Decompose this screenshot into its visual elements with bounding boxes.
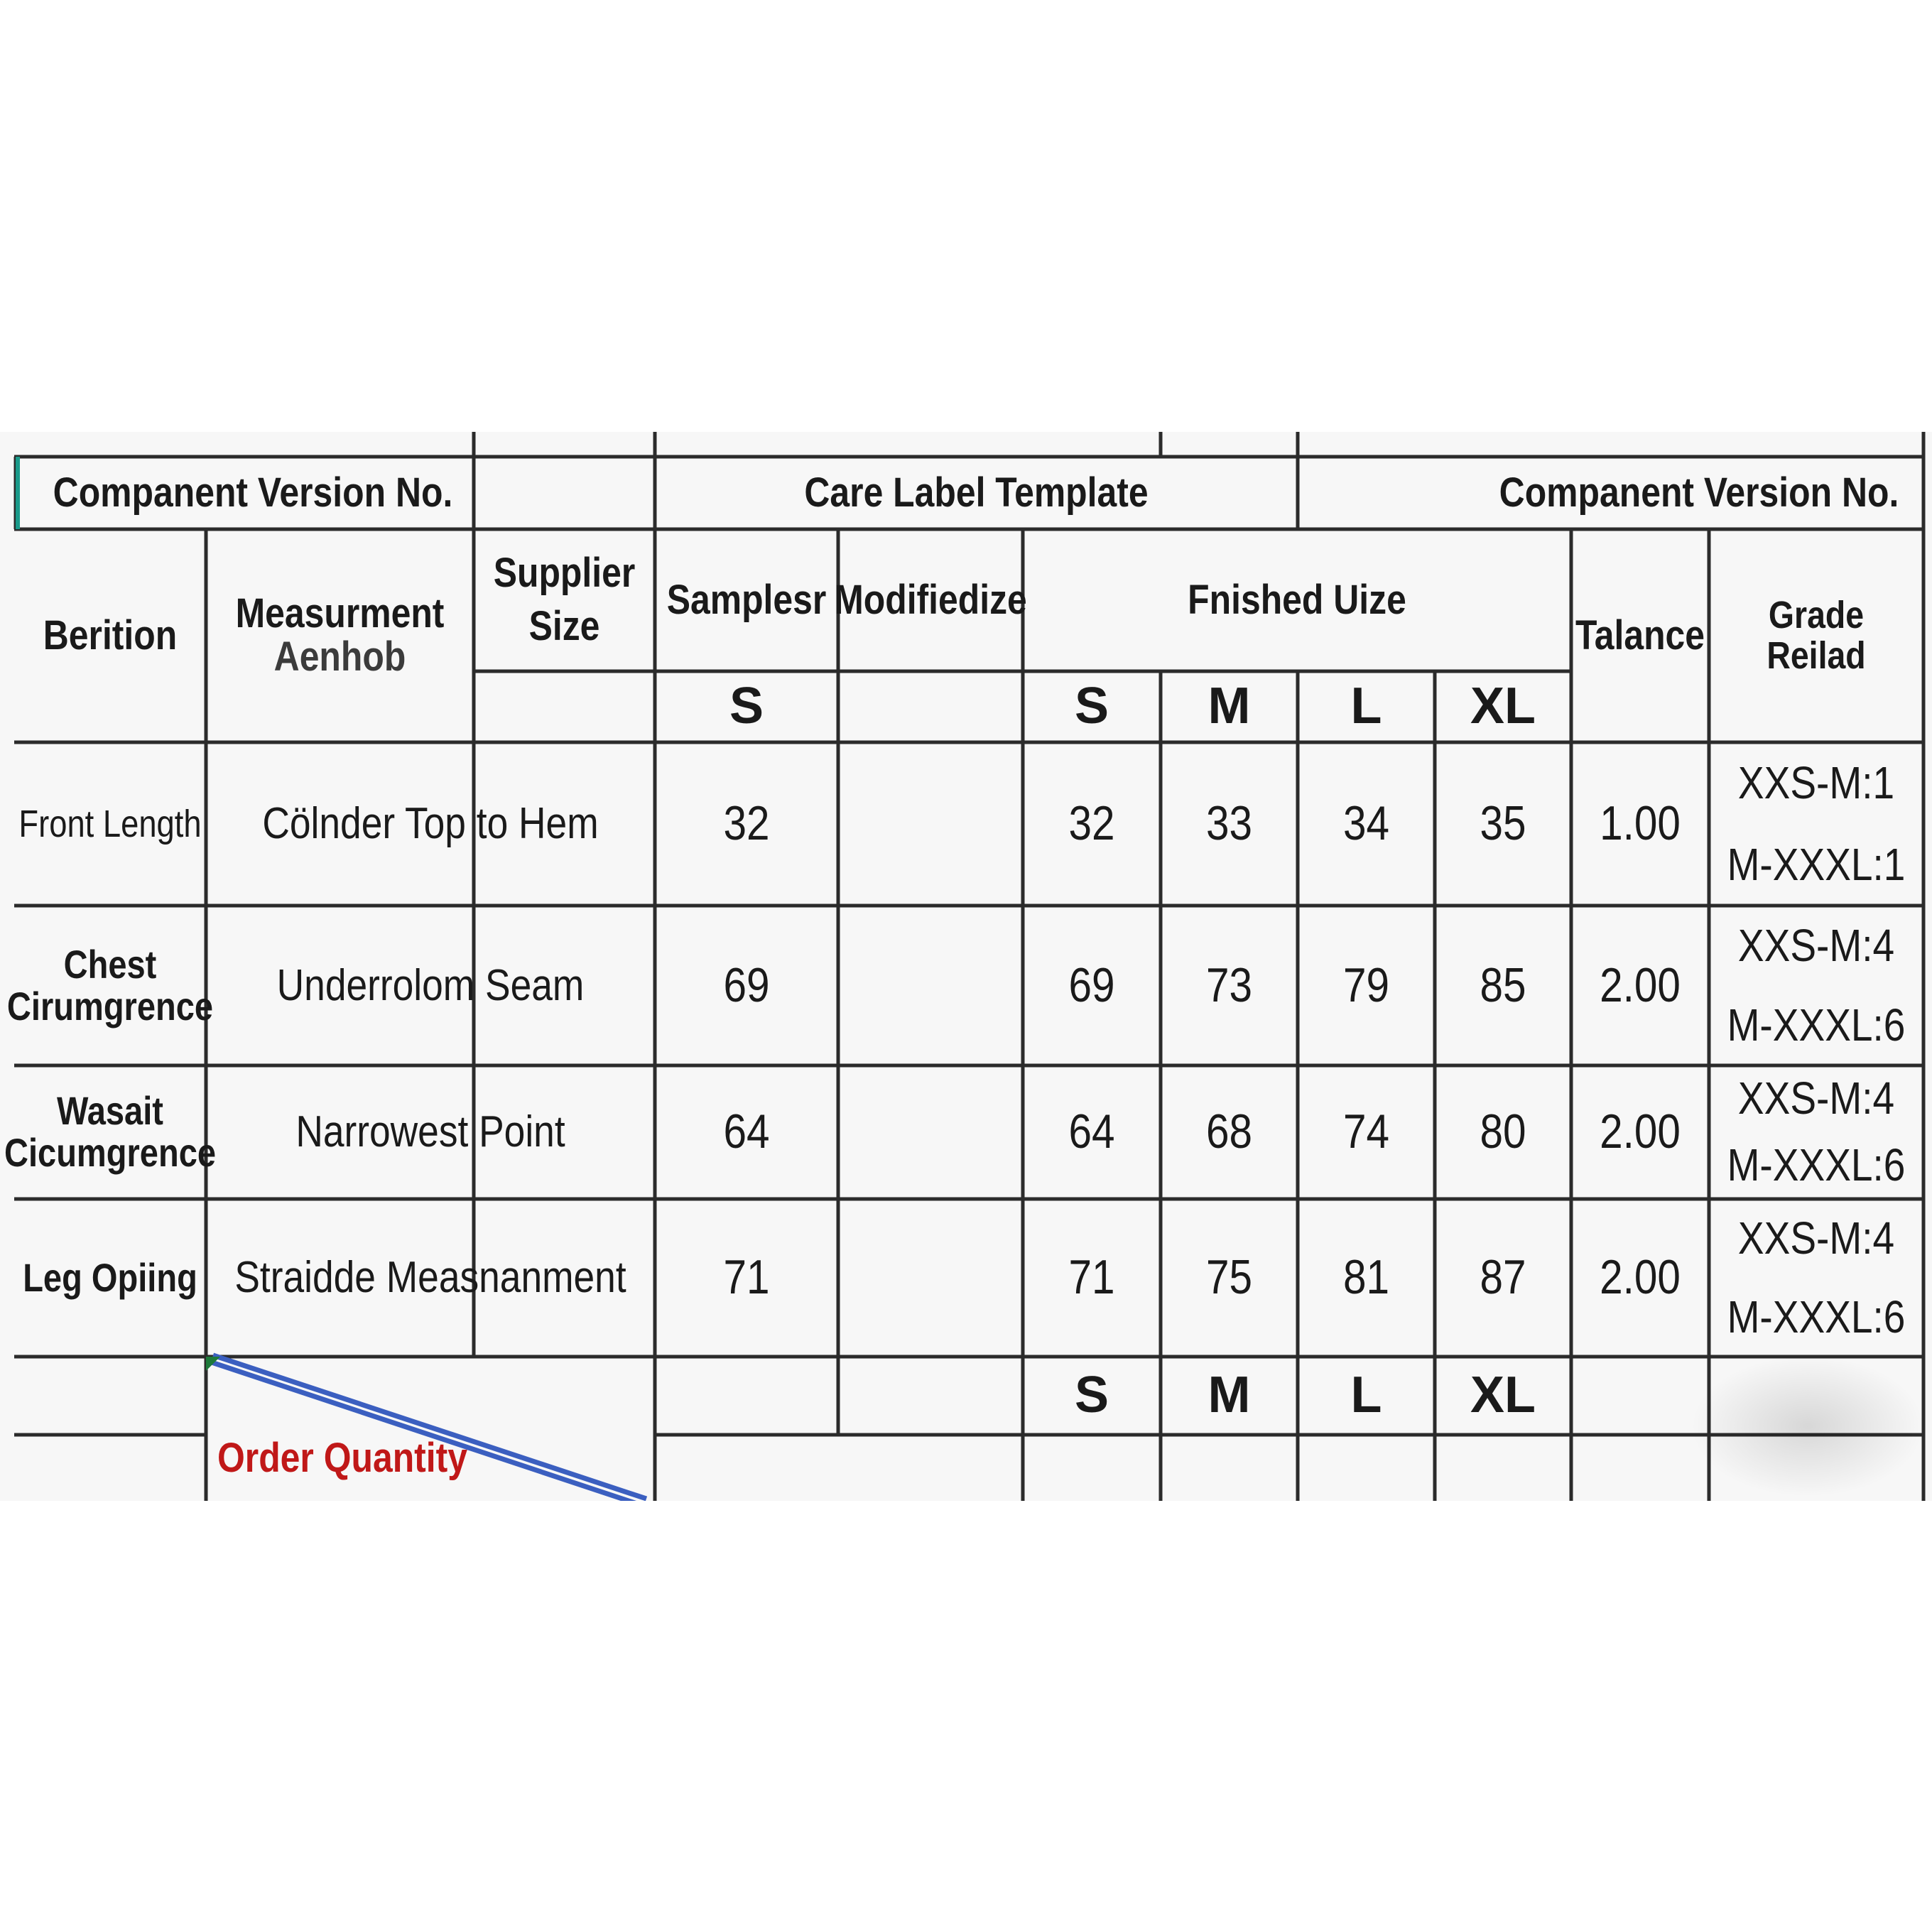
row-1-finished-l: 34 <box>1342 796 1390 851</box>
order-quantity-label: Order Quantity <box>217 1434 467 1481</box>
row-1-grade-line2: M-XXXL:1 <box>1727 838 1906 890</box>
grade-header-line1: Grade <box>1768 594 1865 637</box>
row-3-grade-line2: M-XXXL:6 <box>1727 1139 1906 1191</box>
row-4-finished-m: 75 <box>1205 1250 1253 1305</box>
row-3-position <box>4 1065 217 1199</box>
row-2-grade-line2: M-XXXL:6 <box>1727 999 1906 1051</box>
method-header-line1: Measurment <box>235 590 445 637</box>
col-tolerance: Talance <box>1575 612 1705 658</box>
footer-size-s: S <box>1074 1367 1109 1424</box>
col-modified: Modifiedize <box>834 576 1027 623</box>
row-1-method: Cölnder Top to Hem <box>262 799 599 849</box>
row-2-position <box>6 906 214 1065</box>
row-4-finished-s: 71 <box>1068 1250 1115 1305</box>
supplier-header-line1: Supplier <box>493 550 636 597</box>
col-finished-size: Fnished Uize <box>1188 576 1406 623</box>
row-2-grade <box>1724 906 1909 1065</box>
finished-size-xl: XL <box>1470 678 1536 735</box>
col-sample: Samplesr <box>666 576 827 623</box>
supplier-header-line2: Size <box>528 603 600 649</box>
row-3-grade-line1: XXS-M:4 <box>1737 1073 1895 1124</box>
row-2-method: Underrolom Seam <box>276 960 585 1010</box>
row-1-sample: 32 <box>723 796 770 851</box>
row-2-grade-line1: XXS-M:4 <box>1737 919 1895 971</box>
finished-size-m: M <box>1208 678 1251 735</box>
teal-edge-marker <box>16 457 20 529</box>
row-3-tolerance: 2.00 <box>1600 1105 1681 1159</box>
row-3-finished-xl: 80 <box>1480 1105 1526 1159</box>
row-2-finished-l: 79 <box>1342 957 1390 1012</box>
row-1-finished-xl: 35 <box>1480 796 1526 851</box>
row-3-position-line1: Wasait <box>57 1088 163 1134</box>
row-3-finished-m: 68 <box>1205 1105 1253 1159</box>
top-right-title: Companent Version No. <box>1499 469 1899 516</box>
row-3-sample: 64 <box>723 1105 770 1159</box>
row-4-position: Leg Opiing <box>23 1254 197 1300</box>
top-center-title: Care Label Template <box>804 469 1149 516</box>
method-header-line2: Aenhob <box>273 634 406 680</box>
row-2-tolerance: 2.00 <box>1600 957 1681 1012</box>
row-3-grade <box>1724 1065 1909 1199</box>
footer-size-xl: XL <box>1470 1367 1536 1424</box>
col-supplier-size <box>487 529 642 671</box>
row-1-finished-s: 32 <box>1068 796 1115 851</box>
row-4-grade <box>1724 1199 1909 1357</box>
row-4-tolerance: 2.00 <box>1600 1250 1681 1305</box>
footer-size-l: L <box>1350 1367 1382 1424</box>
sample-size-label: S <box>729 678 764 735</box>
row-3-finished-s: 64 <box>1068 1105 1115 1159</box>
col-position: Berition <box>43 612 178 658</box>
top-left-title: Companent Version No. <box>53 469 453 516</box>
row-3-position-line2: Cicumgrence <box>4 1130 217 1175</box>
col-measurement-method <box>224 529 455 742</box>
finished-size-l: L <box>1350 678 1382 735</box>
row-1-finished-m: 33 <box>1205 796 1253 851</box>
footer-size-m: M <box>1208 1367 1251 1424</box>
size-spec-sheet <box>0 432 1932 1501</box>
row-4-finished-l: 81 <box>1342 1250 1390 1305</box>
row-3-finished-l: 74 <box>1342 1105 1390 1159</box>
row-4-finished-xl: 87 <box>1480 1250 1526 1305</box>
row-2-sample: 69 <box>723 957 770 1012</box>
row-1-position: Front Length <box>18 802 202 845</box>
shadow-smudge <box>1690 1355 1925 1497</box>
col-grade-rule <box>1724 529 1909 742</box>
finished-size-s: S <box>1074 678 1109 735</box>
row-4-grade-line1: XXS-M:4 <box>1737 1212 1895 1264</box>
row-2-finished-s: 69 <box>1068 957 1115 1012</box>
row-1-grade-line1: XXS-M:1 <box>1737 756 1895 808</box>
row-2-position-line1: Chest <box>63 941 157 987</box>
row-1-tolerance: 1.00 <box>1600 796 1681 851</box>
row-4-method: Straidde Measnanment <box>234 1253 626 1303</box>
row-2-finished-m: 73 <box>1205 957 1253 1012</box>
row-1-grade <box>1724 742 1909 906</box>
row-4-grade-line2: M-XXXL:6 <box>1727 1291 1906 1342</box>
row-4-sample: 71 <box>723 1250 770 1305</box>
row-3-method: Narrowest Point <box>295 1107 565 1157</box>
row-2-position-line2: Cirumgrence <box>6 983 214 1029</box>
row-2-finished-xl: 85 <box>1480 957 1526 1012</box>
grade-header-line2: Reilad <box>1767 634 1866 677</box>
